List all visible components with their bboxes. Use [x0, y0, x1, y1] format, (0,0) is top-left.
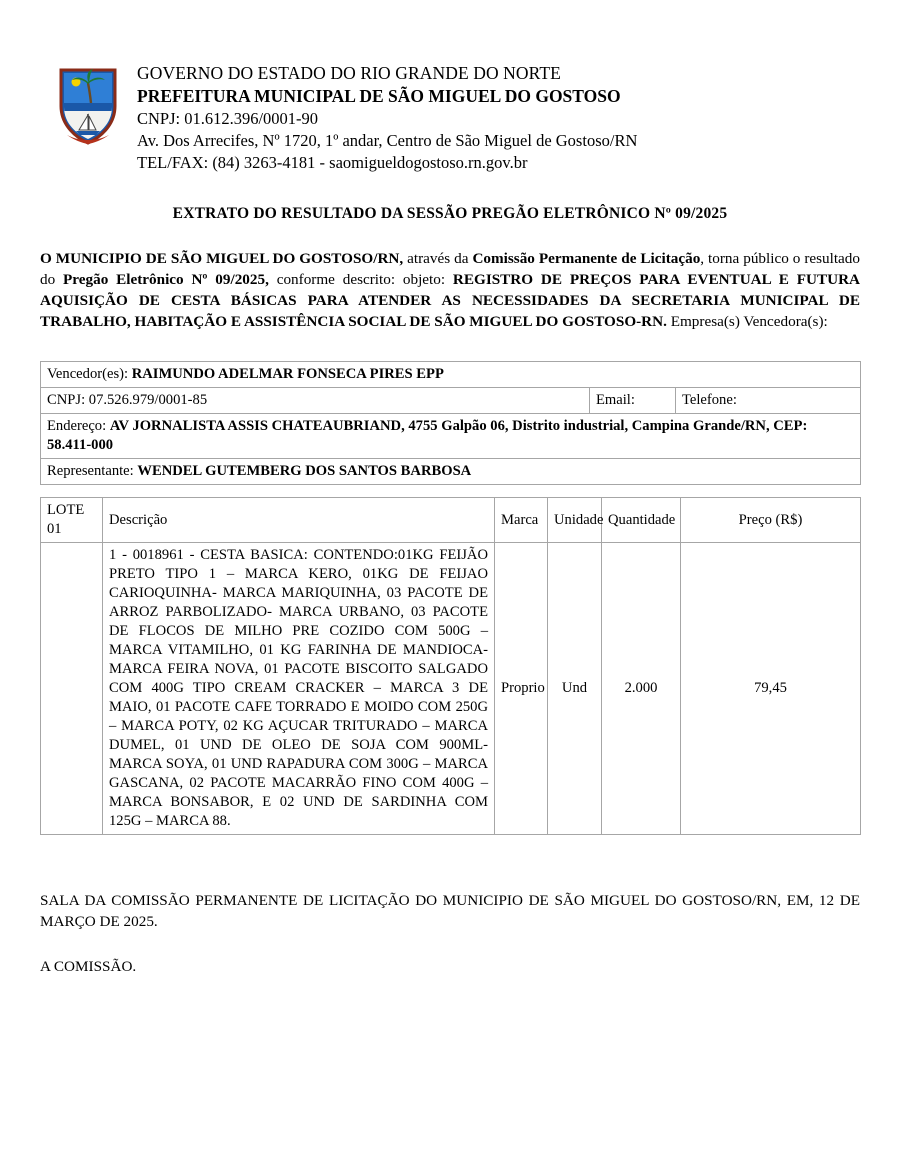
- winner-phone-label: Telefone:: [676, 388, 861, 414]
- cell-descricao: 1 - 0018961 - CESTA BASICA: CONTENDO:01KG FEIJÃO PRETO TIPO 1 – MARCA KERO, 01KG DE FEIJAO CARIOQUINHA- MARCA MARIQUINHA, 03 PACOTE DE ARROZ PARBOLIZADO- MARCA URBANO, 03 PACOTE DE FLOCOS DE MILHO PRE COZIDO COM 500G – MARCA VITAMILHO, 01 KG FARINHA DE MANDIOCA- MARCA FEIRA NOVA, 01 PACOTE BISCOITO SALGADO COM 400G TIPO CREAM CRACKER – MARCA 3 DE MAIO, 01 PACOTE CAFE TORRADO E MOIDO COM 250G – MARCA POTY, 02 KG AÇUCAR TRITURADO – MARCA DUMEL, 01 UND DE OLEO DE SOJA COM 900ML- MARCA SOYA, 01 UND RAPADURA COM 300G – MARCA GASCANA, 02 PACOTE MACARRÃO FINO COM 400G – MARCA BONSABOR, E 02 UND DE SARDINHA COM 125G – MARCA 88.: [103, 543, 495, 835]
- city-hall-line: PREFEITURA MUNICIPAL DE SÃO MIGUEL DO GOSTOSO: [137, 86, 621, 107]
- column-header-lote: LOTE 01: [41, 498, 103, 543]
- winner-cnpj: CNPJ: 07.526.979/0001-85: [41, 388, 590, 414]
- contact-line: TEL/FAX: (84) 3263-4181 - saomigueldogostoso.rn.gov.br: [137, 152, 528, 172]
- intro-object: REGISTRO DE PREÇOS PARA EVENTUAL E FUTURA AQUISIÇÃO DE CESTA BÁSICAS PARA ATENDER AS NECESSIDADES DA SECRETARIA MUNICIPAL DE TRABALHO, HABITAÇÃO E ASSISTÊNCIA SOCIAL DE SÃO MIGUEL DO GOSTOSO-RN.: [40, 271, 861, 331]
- cell-unidade: Und: [548, 543, 602, 835]
- column-header-marca: Marca: [495, 498, 548, 543]
- table-row: [41, 388, 861, 414]
- intro-text-2: , torna público o resultado do: [40, 250, 860, 289]
- coat-of-arms-icon: [55, 66, 121, 146]
- cell-marca: Proprio: [495, 543, 548, 835]
- table-row: [41, 414, 861, 459]
- intro-municipality: O MUNICIPIO DE SÃO MIGUEL DO GOSTOSO/RN,: [40, 250, 404, 268]
- intro-text-4: Empresa(s) Vencedora(s):: [666, 313, 828, 331]
- cell-lote: [41, 543, 103, 835]
- winner-label: Vencedor(es):: [47, 366, 129, 383]
- intro-commission: Comissão Permanente de Licitação: [472, 250, 701, 268]
- winner-name: RAIMUNDO ADELMAR FONSECA PIRES EPP: [131, 366, 444, 383]
- column-header-descricao: Descrição: [103, 498, 495, 543]
- intro-paragraph: [40, 249, 860, 333]
- cell-preco: 79,45: [681, 543, 861, 835]
- intro-text-1: através da: [403, 250, 473, 268]
- items-table-header-row: [41, 498, 861, 543]
- document-header: [0, 0, 900, 173]
- cnpj-line: CNPJ: 01.612.396/0001-90: [137, 109, 319, 129]
- header-text-block: [137, 62, 637, 173]
- table-row: [41, 543, 861, 835]
- representative-value: WENDEL GUTEMBERG DOS SANTOS BARBOSA: [137, 463, 472, 480]
- column-header-preco: Preço (R$): [681, 498, 861, 543]
- table-row: [41, 362, 861, 388]
- winner-email-label: Email:: [590, 388, 676, 414]
- items-table: [40, 497, 861, 834]
- state-government-line: GOVERNO DO ESTADO DO RIO GRANDE DO NORTE: [137, 63, 561, 83]
- address-label: Endereço:: [47, 418, 107, 435]
- column-header-unidade: Unidade: [548, 498, 602, 543]
- commission-signature: A COMISSÃO.: [40, 958, 137, 976]
- winner-info-table: [40, 361, 861, 485]
- winner-row: [41, 362, 861, 388]
- address-line: Av. Dos Arrecifes, Nº 1720, 1º andar, Centro de São Miguel de Gostoso/RN: [137, 130, 638, 150]
- representative-label: Representante:: [47, 463, 134, 480]
- closing-paragraph: SALA DA COMISSÃO PERMANENTE DE LICITAÇÃO DO MUNICIPIO DE SÃO MIGUEL DO GOSTOSO/RN, EM, 12 DE MARÇO DE 2025.: [40, 891, 860, 930]
- winner-representative-row: [41, 459, 861, 485]
- winner-address-row: [41, 414, 861, 459]
- intro-text-3: conforme descrito: objeto:: [268, 271, 453, 289]
- address-value: AV JORNALISTA ASSIS CHATEAUBRIAND, 4755 Galpão 06, Distrito industrial, Campina Grande/RN, CEP: 58.411-000: [47, 418, 808, 454]
- column-header-quantidade: Quantidade: [602, 498, 681, 543]
- intro-bid-number: Pregão Eletrônico Nº 09/2025,: [63, 271, 269, 289]
- page-title: EXTRATO DO RESULTADO DA SESSÃO PREGÃO ELETRÔNICO Nº 09/2025: [172, 205, 728, 223]
- table-row: [41, 459, 861, 485]
- cell-quantidade: 2.000: [602, 543, 681, 835]
